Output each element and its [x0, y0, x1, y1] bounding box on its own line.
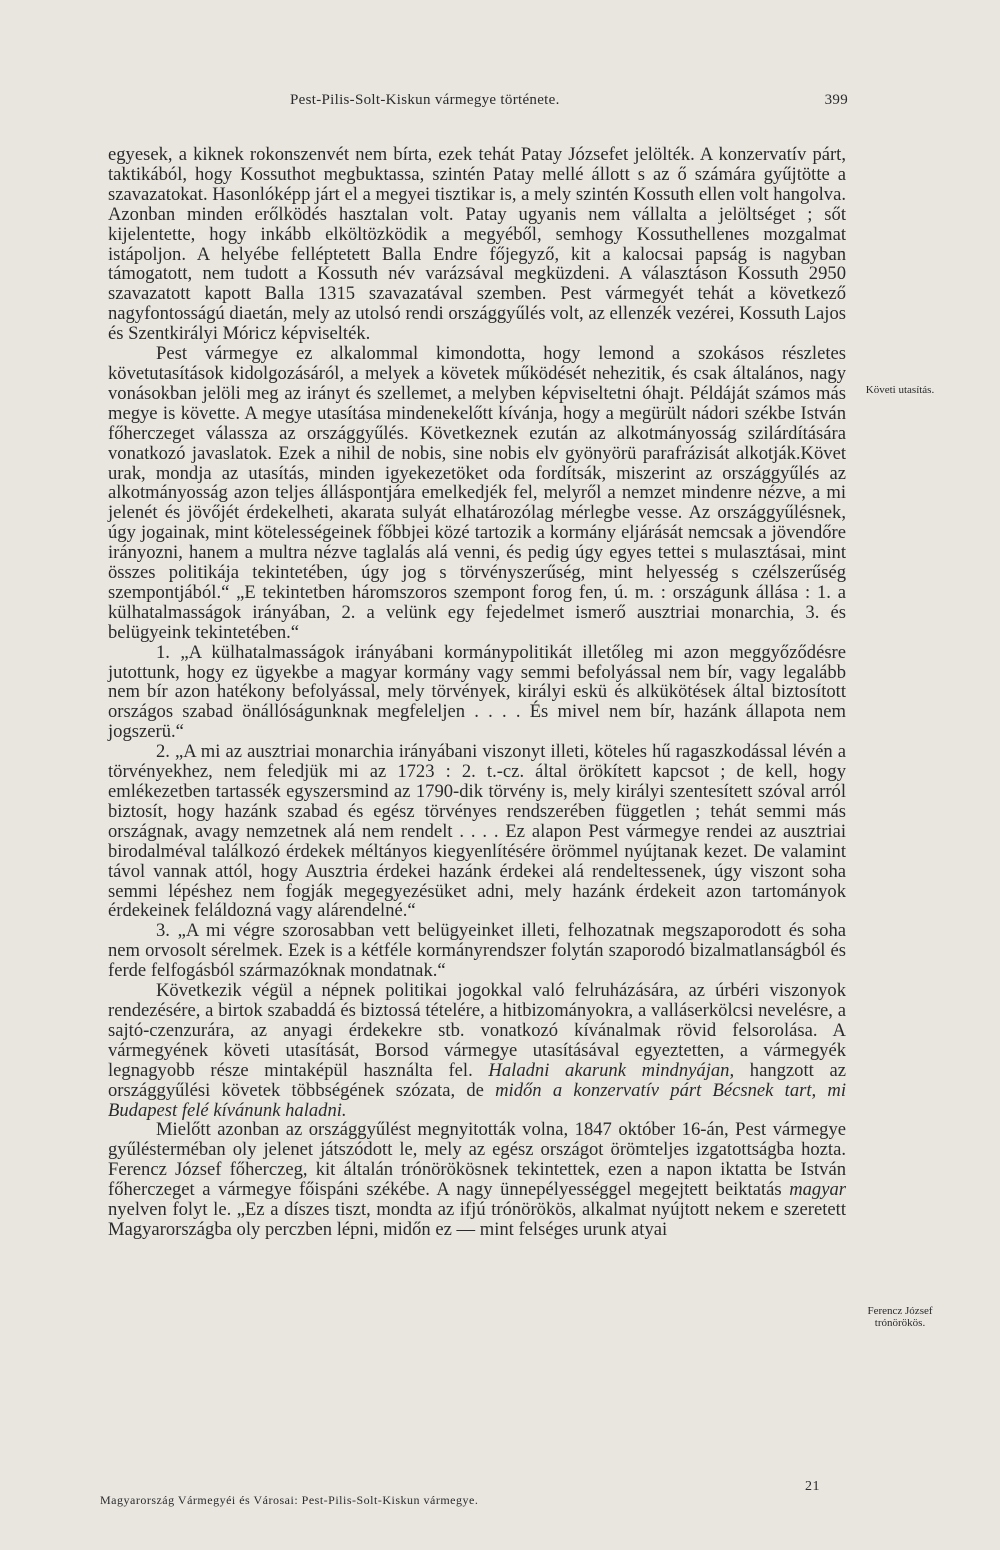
paragraph: 1. „A külhatalmasságok irányábani kormánypolitikát illetőleg mi azon meggyőződésre jutottunk, hogy ez ügyekbe a magyar kormány vagy semmi befolyással nem bír, vagy legalább nem bír azon hatékony befolyással, mely törvények, királyi eskü és alkükötések által biztosított országos szabad önállóságunknak megfeleljen . . . . És mivel nem bír, hazánk állapota nem jogszerü.“ — [108, 641, 846, 743]
page-number: 399 — [824, 92, 848, 108]
paragraph: egyesek, a kiknek rokonszenvét nem bírta, ezek tehát Patay Józsefet jelölték. A konzervatív párt, taktikából, hogy Kossuthot megbuktassa, szintén Patay mellé állott s az ő számára gyűjtötte a szavazatokat. Hasonlóképp járt el a megyei tisztikar is, a mely szintén Kossuth ellen volt hangolva. Azonban minden erőlködés hasztalan volt. Patay ugyanis nem vállalta a jelöltséget ; sőt kijelentette, hogy inkább elköltözködik a megyéből, semhogy Kossuthellenes mozgalmat istápoljon. A helyébe felléptetett Balla Endre főjegyző, kit a kalocsai papság is nagyban támogatott, nem tudott a Kossuth név varázsával megküzdeni. A választáson Kossuth 2950 szavazatott kapott Balla 1315 szavazatával szemben. Pest vármegyét tehát a következő nagyfontosságú diaetán, mely az utolsó rendi országgyűlés volt, az ellenzék vezérei, Kossuth Lajos és Szentkirályi Móricz képviselték. — [108, 144, 846, 345]
footer-text: Magyarország Vármegyéi és Városai: Pest-Pilis-Solt-Kiskun vármegye. — [100, 1493, 479, 1507]
paragraph: 3. „A mi végre szorosabban vett belügyeinket illeti, felhozatnak megszaporodott és soha nem orvosolt sérelmek. Ezek is a kétféle kormányrendszer folytán szaporodó bizalmatlanságból és ferde felfogásból származóknak mondatnak.“ — [108, 920, 846, 982]
margin-note: Ferencz József trónörökös. — [867, 1305, 933, 1329]
italic-phrase: midőn a konzervatív párt Bécsnek tart, mi Budapest felé kívánunk haladni. — [108, 1079, 846, 1121]
italic-phrase: magyar — [789, 1179, 846, 1201]
running-head-title: Pest-Pilis-Solt-Kiskun vármegye története. — [290, 92, 560, 108]
footer — [100, 1479, 840, 1508]
italic-phrase: Haladni akarunk mindnyájan, — [488, 1059, 735, 1081]
paragraph: Következik végül a népnek politikai jogokkal való felruházására, az úrbéri viszonyok rendezésére, a birtok szabaddá és biztossá tételére, a hitbizományokra, a valláserkölcsi nevelésre, a sajtó-czenzurára, az anyagi érdekekre stb. vonatkozó kívánalmak rövid felsorolása. A vármegyének követi utasítását, Borsod vármegye utasításával egyeztetten, a vármegyék legnagyobb része mintaképül használta fel. Haladni akarunk mindnyájan, hangzott az országgyűlési követek többségének szózata, de midőn a konzervatív párt Bécsnek tart, mi Budapest felé kívánunk haladni. — [108, 980, 846, 1121]
paragraph: Mielőtt azonban az országgyűlést megnyitották volna, 1847 október 16-án, Pest vármegye gyűlésterméban oly jelenet játszódott le, mely az egész országot örömteljes izgatottságba hozta. Ferencz József főherczeg, kit általán trónörökösnek tekintettek, ezen a napon iktatta be István főherczeget a vármegye főispáni székébe. A nagy ünnepélyességgel megejtett beiktatás magyar nyelven folyt le. „Ez a díszes tiszt, mondta az ifjú trónörökös, alkalmat nyújtott nekem e szeretett Magyarországba oly perczben lépni, midőn ez — mint felséges urunk atyai — [108, 1119, 846, 1240]
body-text — [108, 145, 846, 1240]
paragraph: 2. „A mi az ausztriai monarchia irányábani viszonyt illeti, köteles hű ragaszkodással lévén a törvényekhez, nem feledjük mi az 1723 : 2. t.-cz. által örökített kapcsot ; de kell, hogy emlékezetben tartassék egyszersmind az 1790-dik törvény is, mely királyi szentesített szóval arról biztosít, hogy hazánk szabad és egész törvényes rendszerében független ; tehát semmi más országnak, avagy nemzetnek alá nem rendelt . . . . Ez alapon Pest vármegye rendei az ausztriai birodalméval találkozó érdekek méltányos kiegyenlítésére örömmel nyújtanak kezet. De valamint távol vannak attól, hogy Ausztria érdekei hazánk érdekei alá rendeltessenek, úgy viszont soha semmi lépéshez nem fogják megegyezésüket adni, mely hazánk érdekeit azon tartományok érdekeinek feláldozná vagy alárendelné.“ — [108, 741, 846, 922]
margin-note: Követi utasítás. — [865, 384, 935, 396]
signature-mark: 21 — [805, 1479, 820, 1494]
paragraph: Pest vármegye ez alkalommal kimondotta, hogy lemond a szokásos részletes követutasítások kidolgozásáról, a melyek a követek működését nehezitik, és csak általános, nagy vonásokban jelöli meg az irányt és szellemet, a melyben képviseltetni óhajt. Példáját számos más megye is követte. A megye utasítása mindenekelőtt kívánja, hogy a megürült nádori székbe István főherczeget válassza az országgyűlés. Következnek ezután az alkotmányosság szilárdítására vonatkozó javaslatok. Ezek a nihil de nobis, sine nobis elv gyönyörü parafrázisát alkotják.Követ urak, mondja az utasítás, minden igyekezetöket oda fordítsák, miszerint az országgyűlés az alkotmányosság azon teljes álláspontjára emelkedjék fel, melyről a nemzet mindenre nézve, a mi jelenét és jövőjét érdekelheti, akarata sulyát elhatározólag mérlegbe vesse. Az országgyűlésnek, úgy jogainak, mint kötelességeinek főbbjei közé tartozik a kormány eljárását nemcsak a jövendőre irányozni, hanem a multra nézve taglalás alá venni, és pedig úgy egyes tettei s mulasztásai, mint összes politikája tekintetében, úgy jog s törvényszerűség, mint helyesség s czélszerűség szempontjából.“ „E tekintetben háromszoros szempont forog fen, ú. m. : országunk állása : 1. a külhatalmasságok irányában, 2. a velünk egy fejedelmet ismerő ausztriai monarchia, 3. és belügyeink tekintetében.“ — [108, 343, 846, 643]
